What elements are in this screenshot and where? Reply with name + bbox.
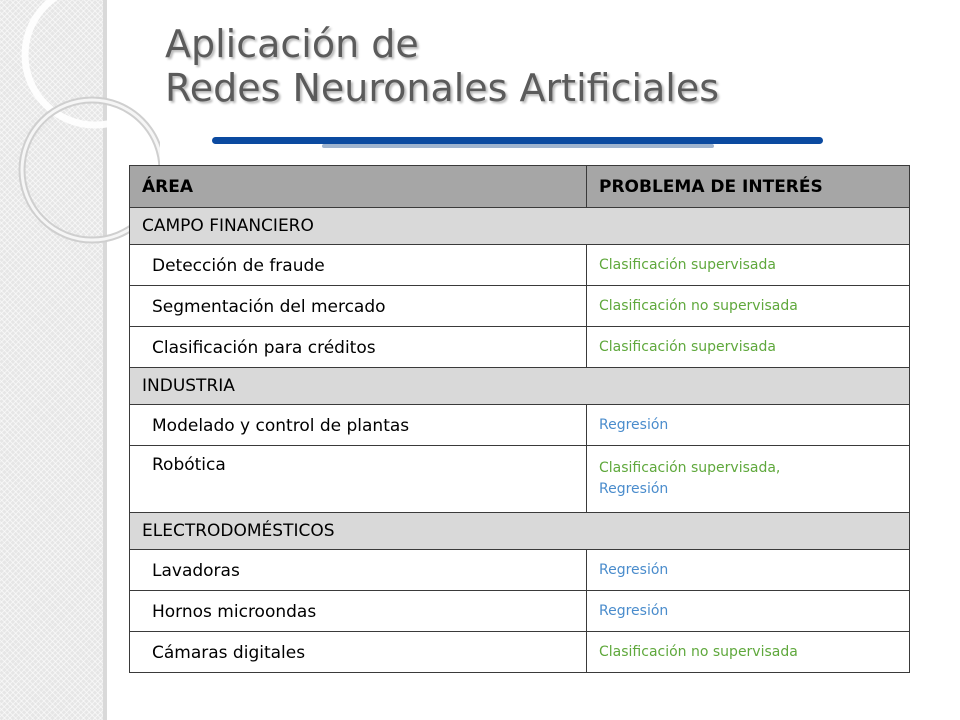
table-row <box>130 632 910 673</box>
area-cell: Lavadoras <box>130 550 587 591</box>
area-cell: Detección de fraude <box>130 245 587 286</box>
table-row <box>130 446 910 513</box>
problem-cell: Regresión <box>587 591 910 632</box>
problem-text-line-2: Regresión <box>599 481 669 497</box>
area-cell: Clasificación para créditos <box>130 327 587 368</box>
section-row-industria <box>130 368 910 405</box>
area-cell: Hornos microondas <box>130 591 587 632</box>
problem-text-line-1: Clasificación supervisada, <box>599 460 781 476</box>
section-label: CAMPO FINANCIERO <box>130 208 910 245</box>
area-cell: Cámaras digitales <box>130 632 587 673</box>
slide-title-line-1: Aplicación de <box>165 22 419 66</box>
table-row <box>130 550 910 591</box>
section-row-electrodomesticos <box>130 513 910 550</box>
section-row-financiero <box>130 208 910 245</box>
problem-cell: Clasificación supervisada <box>587 245 910 286</box>
table-row <box>130 327 910 368</box>
table-row <box>130 591 910 632</box>
area-cell: Modelado y control de plantas <box>130 405 587 446</box>
section-label: ELECTRODOMÉSTICOS <box>130 513 910 550</box>
column-header-problem: PROBLEMA DE INTERÉS <box>587 166 910 208</box>
table-row <box>130 245 910 286</box>
table-row <box>130 286 910 327</box>
problem-cell: Regresión <box>587 550 910 591</box>
problem-cell <box>587 446 910 513</box>
decorative-side-strip <box>0 0 106 720</box>
area-cell: Segmentación del mercado <box>130 286 587 327</box>
table-header-row <box>130 166 910 208</box>
applications-table <box>129 165 910 673</box>
table-row <box>130 405 910 446</box>
problem-cell: Clasificación supervisada <box>587 327 910 368</box>
problem-cell: Regresión <box>587 405 910 446</box>
problem-cell: Clasificación no supervisada <box>587 632 910 673</box>
section-label: INDUSTRIA <box>130 368 910 405</box>
column-header-area: ÁREA <box>130 166 587 208</box>
area-cell: Robótica <box>130 446 587 513</box>
side-strip-edge <box>103 0 107 720</box>
title-underline <box>212 137 823 144</box>
problem-cell: Clasificación no supervisada <box>587 286 910 327</box>
slide-title <box>165 22 719 110</box>
slide-title-line-2: Redes Neuronales Artificiales <box>165 66 720 110</box>
title-underline-shadow <box>322 144 714 148</box>
